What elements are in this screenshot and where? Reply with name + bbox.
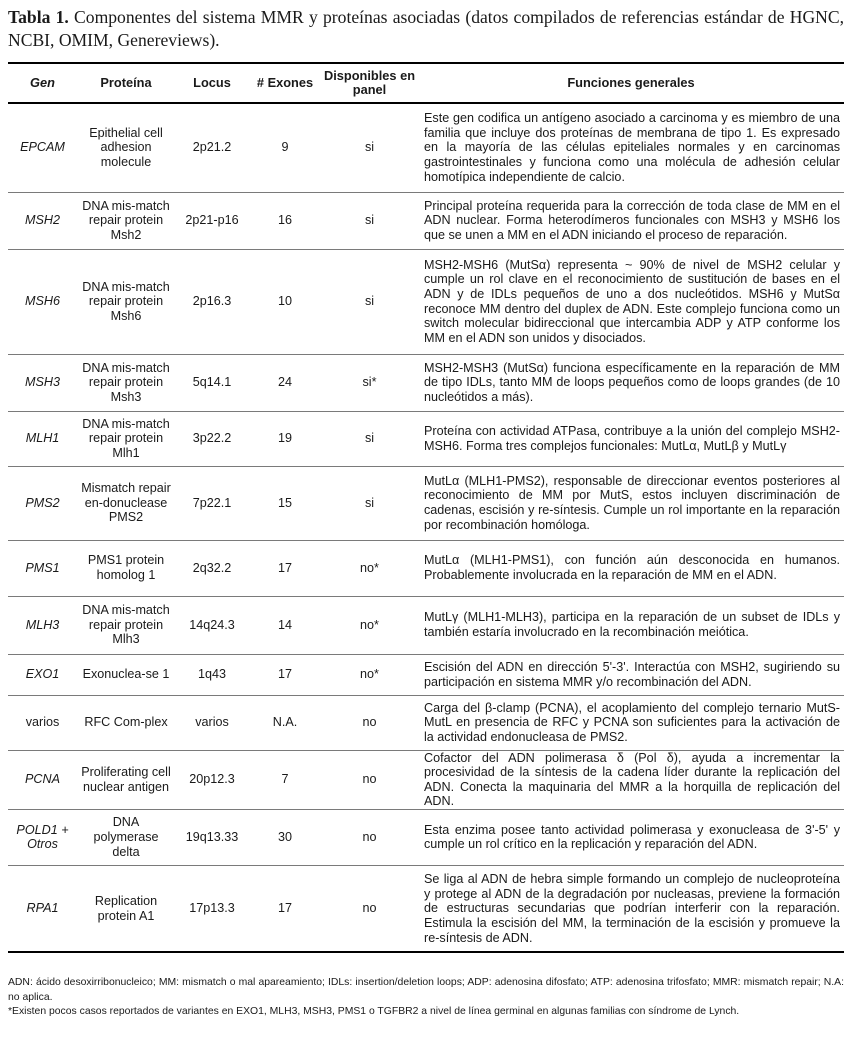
- cell-proteina: Replication protein A1: [77, 865, 175, 952]
- mmr-components-table: [8, 62, 844, 953]
- table-caption: [8, 6, 844, 52]
- cell-exones: 17: [249, 654, 321, 695]
- cell-gen: RPA1: [8, 865, 77, 952]
- cell-proteina: Proliferating cell nuclear antigen: [77, 750, 175, 809]
- table-row: [8, 809, 844, 865]
- cell-funciones: Proteína con actividad ATPasa, contribuye a la unión del complejo MSH2-MSH6. Forma tres complejos funcionales: MutLα, MutLβ y MutLγ: [418, 411, 844, 466]
- cell-proteina: PMS1 protein homolog 1: [77, 540, 175, 596]
- cell-locus: 2p21-p16: [175, 192, 249, 249]
- cell-locus: 5q14.1: [175, 354, 249, 411]
- cell-gen: MSH6: [8, 249, 77, 354]
- cell-gen: MLH1: [8, 411, 77, 466]
- cell-exones: 17: [249, 540, 321, 596]
- table-row: [8, 466, 844, 540]
- cell-locus: 1q43: [175, 654, 249, 695]
- abbreviations-note: ADN: ácido desoxirribonucleico; MM: mismatch o mal apareamiento; IDLs: insertion/deletion loops; ADP: adenosina difosfato; ATP: adenosina trifosfato; MMR: mismatch repair; N.A: no aplica.: [8, 977, 844, 1003]
- cell-gen: EPCAM: [8, 103, 77, 192]
- cell-exones: 19: [249, 411, 321, 466]
- cell-exones: 7: [249, 750, 321, 809]
- cell-proteina: DNA mis-match repair protein Msh2: [77, 192, 175, 249]
- cell-locus: 2p21.2: [175, 103, 249, 192]
- table-row: [8, 540, 844, 596]
- cell-locus: 3p22.2: [175, 411, 249, 466]
- cell-locus: 2p16.3: [175, 249, 249, 354]
- table-row: [8, 750, 844, 809]
- cell-proteina: Mismatch repair en-donuclease PMS2: [77, 466, 175, 540]
- table-row: [8, 411, 844, 466]
- cell-funciones: MSH2-MSH6 (MutSα) representa ~ 90% de nivel de MSH2 celular y cumple un rol clave en el reconocimiento de sustitución de bases en el ADN y de IDLs pequeños de uno a dos nucleótidos. MSH6 y MutSα reconoce MM dentro del duplex de ADN. Este complejo funciona como un switch molecular bidireccional que intercambia ADP y ATP conforme los MM en el ADN son unidos y disociados.: [418, 249, 844, 354]
- cell-gen: EXO1: [8, 654, 77, 695]
- table-row: [8, 103, 844, 192]
- cell-panel: no: [321, 695, 418, 750]
- cell-funciones: Esta enzima posee tanto actividad polimerasa y exonucleasa de 3'-5' y cumple un rol crítico en la replicación y reparación del ADN.: [418, 809, 844, 865]
- cell-panel: si*: [321, 354, 418, 411]
- cell-gen: MSH2: [8, 192, 77, 249]
- table-row: [8, 249, 844, 354]
- cell-proteina: DNA mis-match repair protein Msh6: [77, 249, 175, 354]
- cell-proteina: Epithelial cell adhesion molecule: [77, 103, 175, 192]
- cell-gen: MSH3: [8, 354, 77, 411]
- cell-exones: 17: [249, 865, 321, 952]
- cell-funciones: Principal proteína requerida para la corrección de toda clase de MM en el ADN nuclear. Forma heterodímeros funcionales con MSH3 y MSH6 los que se unen a MM en el ADN iniciando el proceso de reparación.: [418, 192, 844, 249]
- cell-exones: 24: [249, 354, 321, 411]
- cell-panel: no*: [321, 540, 418, 596]
- cell-funciones: MutLα (MLH1-PMS1), con función aún desconocida en humanos. Probablemente involucrada en la reparación de MM en el ADN.: [418, 540, 844, 596]
- table-footnotes: [8, 976, 844, 1020]
- cell-panel: si: [321, 192, 418, 249]
- table-row: [8, 354, 844, 411]
- table-body: [8, 103, 844, 952]
- cell-funciones: MSH2-MSH3 (MutSα) funciona específicamente en la reparación de MM de tipo IDLs, tanto MM de loops pequeños como de loops grandes (de 10 nucleótidos a más).: [418, 354, 844, 411]
- table-row: [8, 596, 844, 654]
- table-caption-text: Componentes del sistema MMR y proteínas asociadas (datos compilados de referencias estándar de HGNC, NCBI, OMIM, Genereviews).: [8, 7, 845, 50]
- cell-locus: 20p12.3: [175, 750, 249, 809]
- cell-locus: 2q32.2: [175, 540, 249, 596]
- cell-exones: 14: [249, 596, 321, 654]
- header-gen: Gen: [8, 63, 77, 103]
- cell-funciones: Se liga al ADN de hebra simple formando un complejo de nucleoproteína y protege al ADN de la degradación por nucleasas, previene la formación de estructuras secundarias que podrían interferir con la reparación. Estimula la escisión del MM, la terminación de la escisión y promueve la re-síntesis de ADN.: [418, 865, 844, 952]
- cell-funciones: Este gen codifica un antígeno asociado a carcinoma y es miembro de una familia que incluye dos proteínas de membrana de tipo 1. Es expresado en la mayoría de las células epiteliales normales y en carcinomas gastrointestinales y funciona como una molécula de adhesión celular homotípica independiente de calcio.: [418, 103, 844, 192]
- cell-funciones: Escisión del ADN en dirección 5'-3'. Interactúa con MSH2, sugiriendo su participación en sistema MMR y/o recombinación del ADN.: [418, 654, 844, 695]
- cell-panel: si: [321, 249, 418, 354]
- cell-proteina: DNA mis-match repair protein Mlh1: [77, 411, 175, 466]
- cell-gen: PMS1: [8, 540, 77, 596]
- cell-proteina: DNA polymerase delta: [77, 809, 175, 865]
- cell-panel: si: [321, 466, 418, 540]
- cell-panel: no: [321, 809, 418, 865]
- cell-panel: si: [321, 411, 418, 466]
- cell-proteina: DNA mis-match repair protein Mlh3: [77, 596, 175, 654]
- table-row: [8, 865, 844, 952]
- table-row: [8, 654, 844, 695]
- cell-proteina: Exonuclea-se 1: [77, 654, 175, 695]
- cell-proteina: RFC Com-plex: [77, 695, 175, 750]
- cell-funciones: MutLγ (MLH1-MLH3), participa en la reparación de un subset de IDLs y también estaría involucrado en la recombinación meiótica.: [418, 596, 844, 654]
- cell-funciones: MutLα (MLH1-PMS2), responsable de direccionar eventos posteriores al reconocimiento de MM por MutS, estos incluyen discriminación de cadenas, escisión y re-síntesis. Cumple un rol importante en la reparación por recombinación homóloga.: [418, 466, 844, 540]
- cell-gen: MLH3: [8, 596, 77, 654]
- table-row: [8, 695, 844, 750]
- cell-panel: no: [321, 750, 418, 809]
- asterisk-note: *Existen pocos casos reportados de variantes en EXO1, MLH3, MSH3, PMS1 o TGFBR2 a nivel de línea germinal en algunas familias con síndrome de Lynch.: [8, 1006, 740, 1017]
- cell-funciones: Cofactor del ADN polimerasa δ (Pol δ), ayuda a incrementar la procesividad de la síntesis de la cadena líder durante la replicación del ADN. Conecta la maquinaria del MMR a la horquilla de replicación del ADN.: [418, 750, 844, 809]
- cell-exones: 16: [249, 192, 321, 249]
- cell-panel: no*: [321, 654, 418, 695]
- table-header-row: [8, 63, 844, 103]
- table-caption-label: Tabla 1.: [8, 7, 69, 27]
- cell-proteina: DNA mis-match repair protein Msh3: [77, 354, 175, 411]
- header-panel: Disponibles en panel: [321, 63, 418, 103]
- cell-locus: varios: [175, 695, 249, 750]
- cell-locus: 14q24.3: [175, 596, 249, 654]
- cell-exones: N.A.: [249, 695, 321, 750]
- cell-gen: PMS2: [8, 466, 77, 540]
- cell-panel: no: [321, 865, 418, 952]
- header-locus: Locus: [175, 63, 249, 103]
- header-funciones: Funciones generales: [418, 63, 844, 103]
- cell-locus: 7p22.1: [175, 466, 249, 540]
- cell-panel: no*: [321, 596, 418, 654]
- header-exones: # Exones: [249, 63, 321, 103]
- header-proteina: Proteína: [77, 63, 175, 103]
- cell-panel: si: [321, 103, 418, 192]
- cell-locus: 17p13.3: [175, 865, 249, 952]
- cell-exones: 9: [249, 103, 321, 192]
- cell-exones: 10: [249, 249, 321, 354]
- cell-gen: PCNA: [8, 750, 77, 809]
- cell-funciones: Carga del β-clamp (PCNA), el acoplamiento del complejo ternario MutS-MutL en presencia de RFC y PCNA son suficientes para la activación de la actividad endonucleasa de PMS2.: [418, 695, 844, 750]
- table-header: [8, 63, 844, 103]
- cell-gen: POLD1 + Otros: [8, 809, 77, 865]
- cell-exones: 15: [249, 466, 321, 540]
- cell-exones: 30: [249, 809, 321, 865]
- cell-locus: 19q13.33: [175, 809, 249, 865]
- table-row: [8, 192, 844, 249]
- cell-gen: varios: [8, 695, 77, 750]
